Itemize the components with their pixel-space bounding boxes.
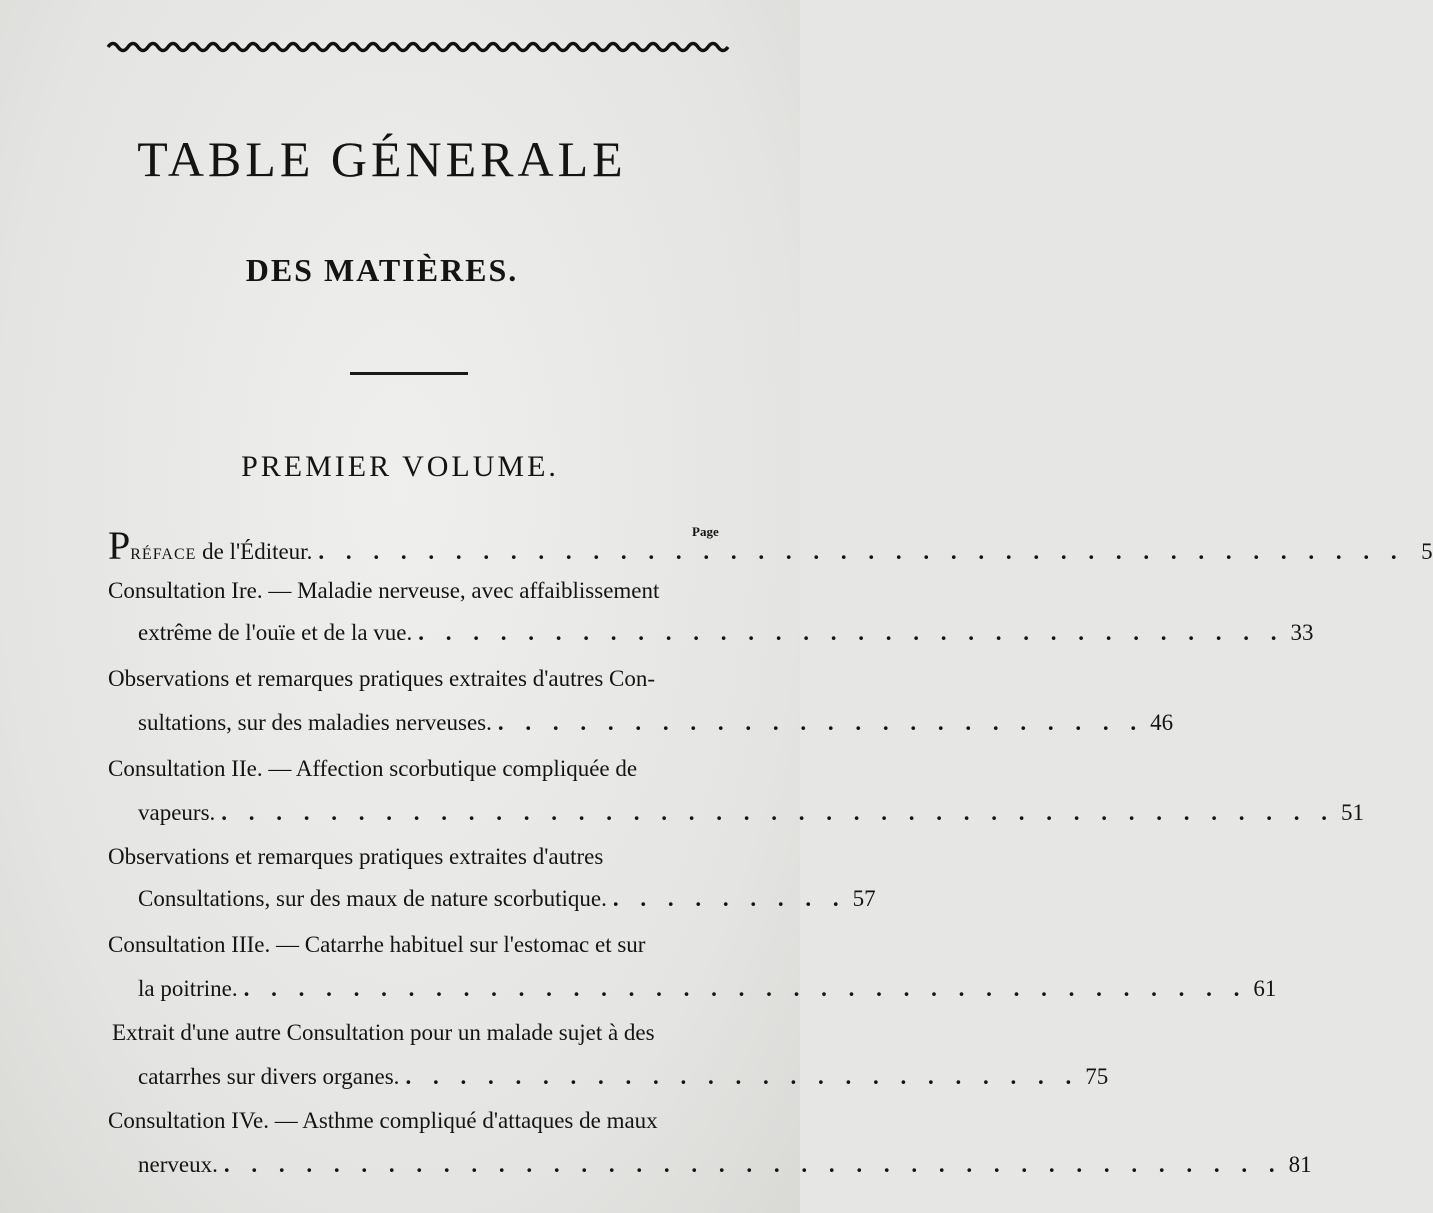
dot-leader: . . . . . . . . . . . . . . . . . . . . . . . . . . . . . . . . [418,620,1285,645]
toc-entry-text: sultations, sur des maladies nerveuses. [138,710,492,735]
toc-entry [108,932,645,958]
dot-leader: . . . . . . . . . . . . . . . . . . . . . . . . . . . . . . . . . . . . . . . [223,1152,1283,1177]
toc-page-number: 46 [1150,710,1174,735]
page-title: TABLE GÉNERALE [137,131,627,187]
divider-rule [350,372,468,375]
toc-page-number: 75 [1085,1064,1109,1089]
page-column-label: Page [692,524,719,539]
toc-entry [138,976,1277,1002]
toc-entry-text: Consultation IIIe. — Catarrhe habituel sur l'estomac et sur [108,932,646,957]
toc-entry-text: Consultations, sur des maux de nature scorbutique. [138,886,607,911]
toc-entry [138,1152,1312,1178]
toc-entry-text: Observations et remarques pratiques extraites d'autres Con- [108,666,656,691]
ornamental-border [108,40,728,54]
toc-entry-text: la poitrine. [138,976,238,1001]
toc-page-number: 61 [1253,976,1277,1001]
toc-entry [108,756,637,782]
dot-leader: . . . . . . . . . . . . . . . . . . . . . . . . . . . . . . . . . . . . . . . . [318,539,1405,564]
toc-entry-text: réface [130,539,197,564]
toc-entry [112,1020,655,1046]
toc-entry-text: Consultation Ire. — Maladie nerveuse, avec affaiblissement [108,578,660,603]
toc-entry [108,578,659,604]
toc-entry [108,1108,658,1134]
dot-leader: . . . . . . . . . . . . . . . . . . . . . . . . . . . . . . . . . . . . . [243,976,1248,1001]
toc-entry [138,1064,1109,1090]
toc-entry [108,666,655,692]
toc-entry [138,800,1365,826]
dot-leader: . . . . . . . . . . . . . . . . . . . . . . . . [497,710,1145,735]
dot-leader: . . . . . . . . . . . . . . . . . . . . . . . . . . . . . . . . . . . . . . . . . [221,800,1336,825]
toc-entry [138,710,1174,736]
toc-entry-text: Observations et remarques pratiques extraites d'autres [108,844,604,869]
toc-page-number: 57 [852,886,876,911]
dot-leader: . . . . . . . . . . . . . . . . . . . . . . . . . [405,1064,1080,1089]
toc-entry-text: de l'Éditeur. [196,539,313,564]
toc-entry-text: nerveux. [138,1152,218,1177]
page-subtitle: DES MATIÈRES. [245,252,519,288]
toc-entry-text: Extrait d'une autre Consultation pour un malade sujet à des [112,1020,655,1045]
toc-page-number: 81 [1288,1152,1312,1177]
toc-entry-text: vapeurs. [138,800,216,825]
toc-page-number: 5 [1421,539,1433,564]
toc-page-number: 51 [1341,800,1365,825]
toc-entry [108,523,1433,568]
toc-page-number: 33 [1290,620,1314,645]
toc-entry [138,620,1314,646]
toc-entry-text: Consultation IVe. — Asthme compliqué d'attaques de maux [108,1108,658,1133]
toc-entry [108,844,603,870]
dot-leader: . . . . . . . . . [612,886,847,911]
volume-heading: PREMIER VOLUME. [241,450,559,483]
toc-entry-text: extrême de l'ouïe et de la vue. [138,620,413,645]
toc-entry-text: Consultation IIe. — Affection scorbutique compliquée de [108,756,638,781]
toc-entry [138,886,876,912]
drop-cap: P [108,523,131,568]
toc-entry-text: catarrhes sur divers organes. [138,1064,400,1089]
